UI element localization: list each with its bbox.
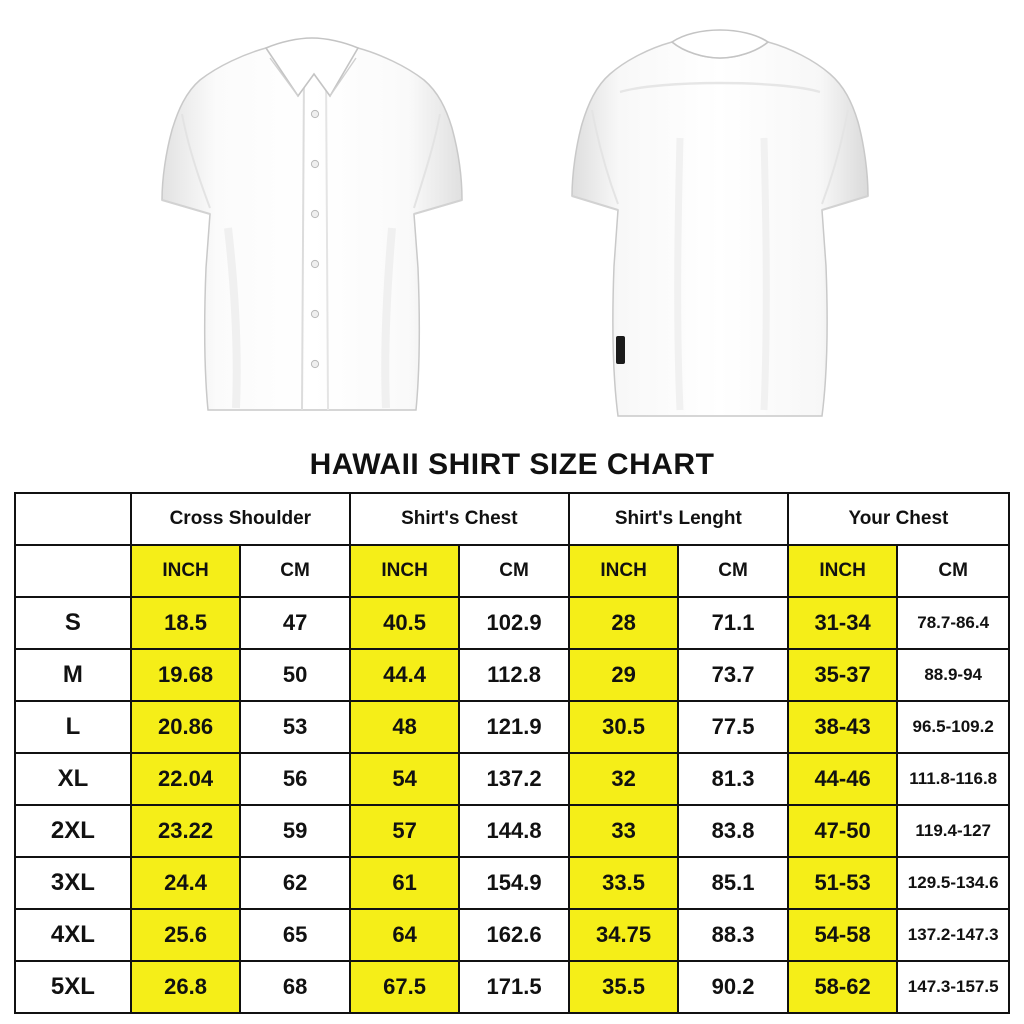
cell-chest-inch: 61 xyxy=(350,857,460,909)
row-size-label: M xyxy=(15,649,131,701)
cell-chest-cm: 171.5 xyxy=(459,961,569,1013)
cell-chest-inch: 67.5 xyxy=(350,961,460,1013)
shirt-front-photo xyxy=(148,18,478,428)
cell-lenght-cm: 90.2 xyxy=(678,961,788,1013)
row-size-label: 4XL xyxy=(15,909,131,961)
cell-lenght-cm: 71.1 xyxy=(678,597,788,649)
table-row xyxy=(15,961,1009,1013)
cell-cross-shoulder-cm: 50 xyxy=(240,649,350,701)
table-row xyxy=(15,649,1009,701)
cell-your-chest-cm: 129.5-134.6 xyxy=(897,857,1009,909)
row-size-label: S xyxy=(15,597,131,649)
cell-your-chest-inch: 44-46 xyxy=(788,753,898,805)
cell-chest-inch: 44.4 xyxy=(350,649,460,701)
unit-header-lenght-inch: INCH xyxy=(569,545,679,597)
unit-header-cross-shoulder-cm: CM xyxy=(240,545,350,597)
cell-your-chest-inch: 31-34 xyxy=(788,597,898,649)
cell-lenght-cm: 81.3 xyxy=(678,753,788,805)
row-size-label: XL xyxy=(15,753,131,805)
cell-lenght-inch: 32 xyxy=(569,753,679,805)
unit-header-chest-inch: INCH xyxy=(350,545,460,597)
table-row xyxy=(15,701,1009,753)
cell-chest-cm: 154.9 xyxy=(459,857,569,909)
cell-lenght-cm: 85.1 xyxy=(678,857,788,909)
cell-your-chest-inch: 58-62 xyxy=(788,961,898,1013)
cell-your-chest-inch: 47-50 xyxy=(788,805,898,857)
cell-cross-shoulder-cm: 65 xyxy=(240,909,350,961)
cell-cross-shoulder-inch: 19.68 xyxy=(131,649,241,701)
unit-header-lenght-cm: CM xyxy=(678,545,788,597)
cell-chest-inch: 64 xyxy=(350,909,460,961)
cell-chest-cm: 137.2 xyxy=(459,753,569,805)
cell-cross-shoulder-inch: 22.04 xyxy=(131,753,241,805)
cell-your-chest-inch: 51-53 xyxy=(788,857,898,909)
table-unit-header-row xyxy=(15,545,1009,597)
cell-cross-shoulder-cm: 68 xyxy=(240,961,350,1013)
cell-chest-cm: 102.9 xyxy=(459,597,569,649)
cell-lenght-cm: 83.8 xyxy=(678,805,788,857)
table-row xyxy=(15,597,1009,649)
unit-header-cross-shoulder-inch: INCH xyxy=(131,545,241,597)
unit-header-blank xyxy=(15,545,131,597)
product-photo-area xyxy=(0,0,1024,440)
table-row xyxy=(15,805,1009,857)
group-header-cross-shoulder: Cross Shoulder xyxy=(131,493,350,545)
row-size-label: L xyxy=(15,701,131,753)
row-size-label: 5XL xyxy=(15,961,131,1013)
cell-lenght-inch: 28 xyxy=(569,597,679,649)
cell-cross-shoulder-cm: 59 xyxy=(240,805,350,857)
shirt-back-photo xyxy=(560,18,880,428)
cell-chest-inch: 57 xyxy=(350,805,460,857)
cell-lenght-inch: 30.5 xyxy=(569,701,679,753)
row-size-label: 2XL xyxy=(15,805,131,857)
table-group-header-row xyxy=(15,493,1009,545)
unit-header-your-chest-inch: INCH xyxy=(788,545,898,597)
group-header-shirts-chest: Shirt's Chest xyxy=(350,493,569,545)
cell-your-chest-cm: 111.8-116.8 xyxy=(897,753,1009,805)
cell-cross-shoulder-inch: 18.5 xyxy=(131,597,241,649)
cell-lenght-inch: 33 xyxy=(569,805,679,857)
row-size-label: 3XL xyxy=(15,857,131,909)
cell-chest-cm: 144.8 xyxy=(459,805,569,857)
cell-chest-cm: 162.6 xyxy=(459,909,569,961)
cell-your-chest-cm: 137.2-147.3 xyxy=(897,909,1009,961)
cell-lenght-inch: 34.75 xyxy=(569,909,679,961)
cell-lenght-cm: 88.3 xyxy=(678,909,788,961)
table-row xyxy=(15,857,1009,909)
cell-cross-shoulder-cm: 53 xyxy=(240,701,350,753)
cell-chest-cm: 112.8 xyxy=(459,649,569,701)
cell-your-chest-cm: 88.9-94 xyxy=(897,649,1009,701)
cell-your-chest-inch: 35-37 xyxy=(788,649,898,701)
size-chart-table xyxy=(14,492,1010,1014)
cell-cross-shoulder-inch: 25.6 xyxy=(131,909,241,961)
cell-cross-shoulder-cm: 62 xyxy=(240,857,350,909)
cell-your-chest-inch: 54-58 xyxy=(788,909,898,961)
cell-chest-inch: 48 xyxy=(350,701,460,753)
cell-your-chest-cm: 119.4-127 xyxy=(897,805,1009,857)
cell-cross-shoulder-inch: 26.8 xyxy=(131,961,241,1013)
cell-your-chest-cm: 147.3-157.5 xyxy=(897,961,1009,1013)
page-title: HAWAII SHIRT SIZE CHART xyxy=(309,448,715,481)
unit-header-your-chest-cm: CM xyxy=(897,545,1009,597)
cell-lenght-inch: 35.5 xyxy=(569,961,679,1013)
cell-lenght-cm: 77.5 xyxy=(678,701,788,753)
unit-header-chest-cm: CM xyxy=(459,545,569,597)
cell-cross-shoulder-cm: 47 xyxy=(240,597,350,649)
cell-your-chest-inch: 38-43 xyxy=(788,701,898,753)
cell-chest-inch: 40.5 xyxy=(350,597,460,649)
cell-cross-shoulder-inch: 23.22 xyxy=(131,805,241,857)
corner-cell xyxy=(15,493,131,545)
cell-lenght-inch: 33.5 xyxy=(569,857,679,909)
cell-cross-shoulder-inch: 20.86 xyxy=(131,701,241,753)
cell-your-chest-cm: 78.7-86.4 xyxy=(897,597,1009,649)
group-header-shirts-lenght: Shirt's Lenght xyxy=(569,493,788,545)
size-chart-table-wrap xyxy=(0,492,1024,1014)
cell-your-chest-cm: 96.5-109.2 xyxy=(897,701,1009,753)
table-row xyxy=(15,909,1009,961)
cell-chest-cm: 121.9 xyxy=(459,701,569,753)
cell-cross-shoulder-cm: 56 xyxy=(240,753,350,805)
cell-cross-shoulder-inch: 24.4 xyxy=(131,857,241,909)
cell-chest-inch: 54 xyxy=(350,753,460,805)
table-row xyxy=(15,753,1009,805)
cell-lenght-inch: 29 xyxy=(569,649,679,701)
group-header-your-chest: Your Chest xyxy=(788,493,1009,545)
cell-lenght-cm: 73.7 xyxy=(678,649,788,701)
